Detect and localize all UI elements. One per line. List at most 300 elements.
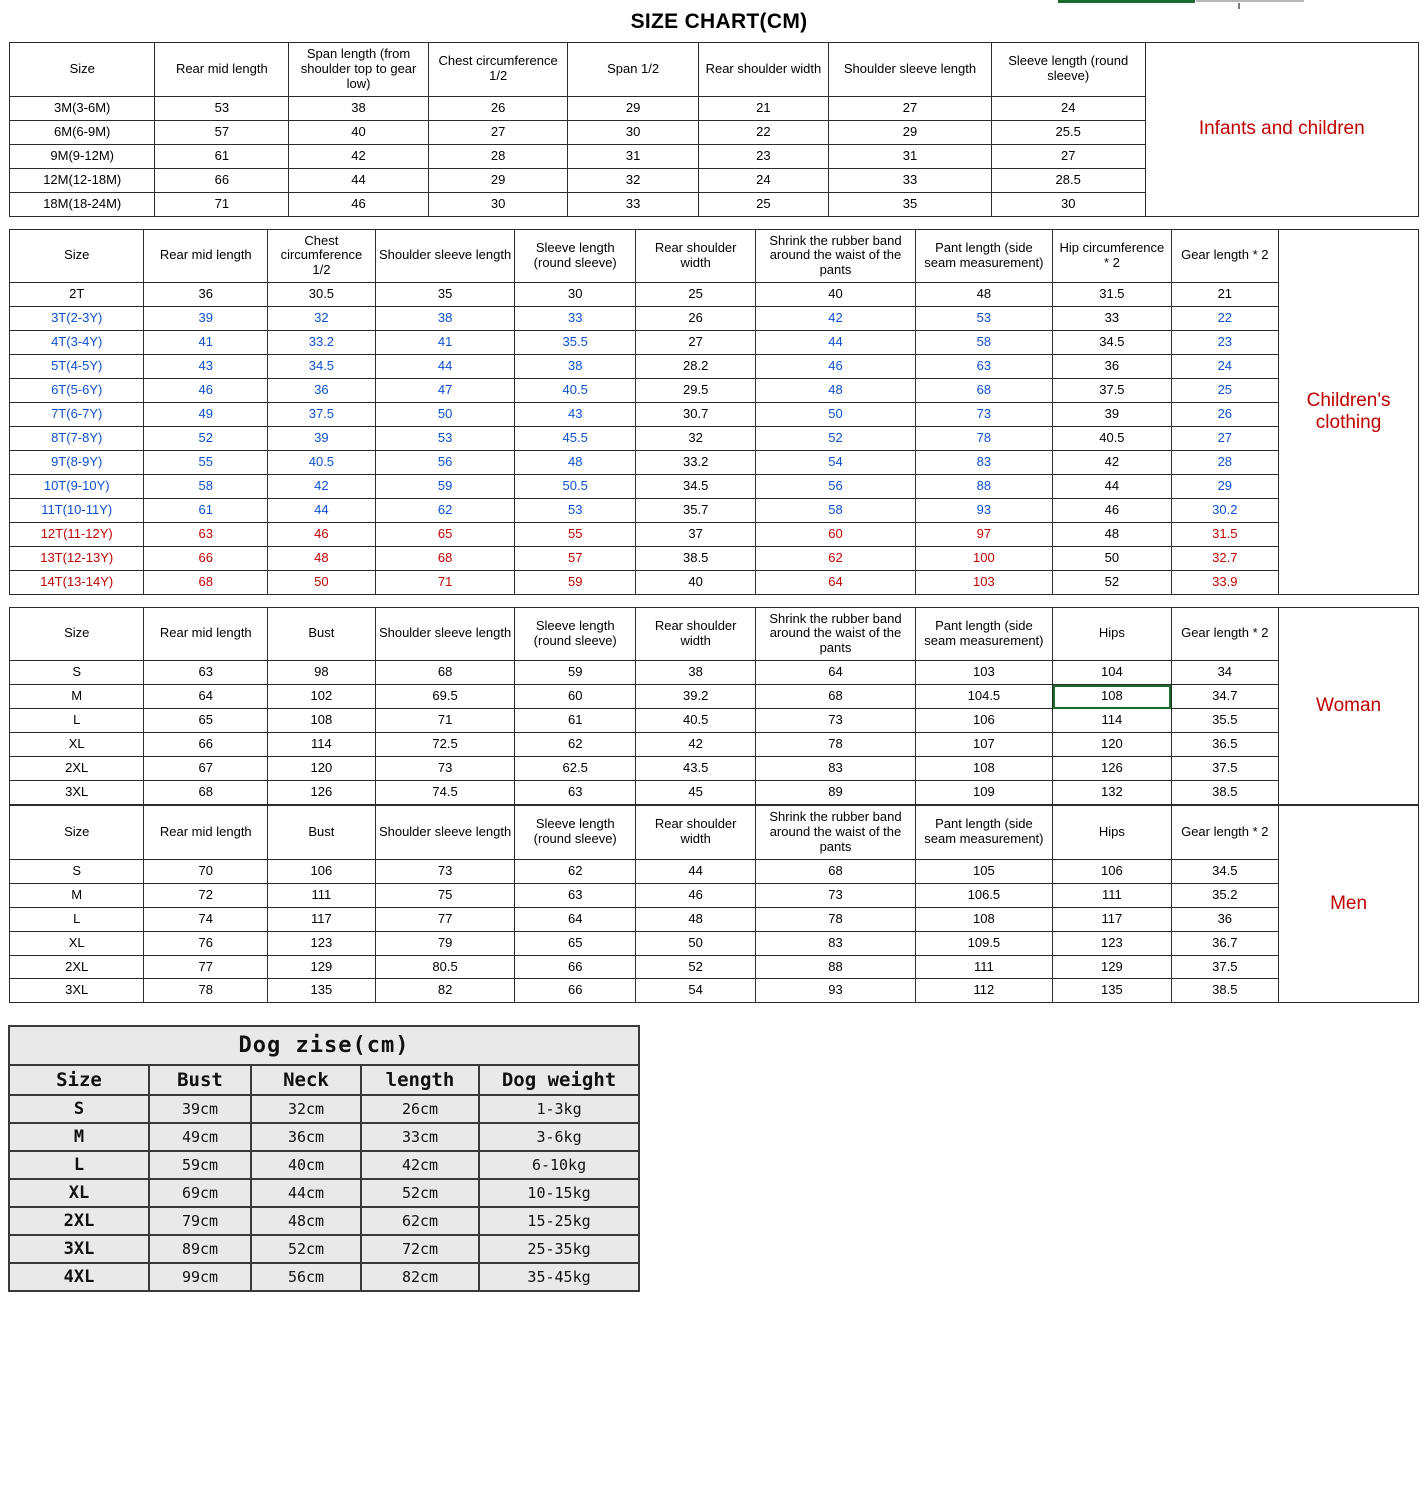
table-row [10,883,1419,907]
column-header: Rear shoulder width [635,607,755,661]
measure-cell: 48cm [251,1207,361,1235]
measure-cell: 72 [144,883,268,907]
measure-cell: 108 [915,757,1053,781]
size-cell: M [10,685,144,709]
table-row [10,979,1419,1003]
measure-cell: 10-15kg [479,1179,639,1207]
measure-cell: 37 [635,522,755,546]
measure-cell: 64 [515,907,635,931]
measure-cell: 82cm [361,1263,479,1291]
column-header: Hip circumference * 2 [1053,229,1171,283]
measure-cell: 30.2 [1171,498,1279,522]
measure-cell: 45.5 [515,426,635,450]
measure-cell: 6-10kg [479,1151,639,1179]
measure-cell: 32 [635,426,755,450]
dog-size-section [8,1025,638,1292]
measure-cell: 76 [144,931,268,955]
measure-cell: 53 [915,307,1053,331]
measure-cell: 29 [428,168,568,192]
measure-cell: 105 [915,859,1053,883]
measure-cell: 59 [515,570,635,594]
measure-cell: 21 [698,96,828,120]
measure-cell: 48 [635,907,755,931]
scan-artifact-tick [1238,3,1240,9]
measure-cell: 106 [268,859,376,883]
measure-cell: 106 [1053,859,1171,883]
measure-cell: 42cm [361,1151,479,1179]
measure-cell: 29 [1171,474,1279,498]
measure-cell: 39cm [149,1095,251,1123]
measure-cell: 68 [375,546,515,570]
measure-cell: 80.5 [375,955,515,979]
table-row [9,1095,639,1123]
measure-cell: 120 [268,757,376,781]
measure-cell: 106 [915,709,1053,733]
woman-size-table [9,607,1419,805]
measure-cell: 129 [1053,955,1171,979]
measure-cell: 31.5 [1171,522,1279,546]
measure-cell: 32 [268,307,376,331]
measure-cell: 48 [1053,522,1171,546]
table-row [10,331,1419,355]
size-cell: XL [10,931,144,955]
measure-cell: 56cm [251,1263,361,1291]
measure-cell: 35-45kg [479,1263,639,1291]
measure-cell: 66 [155,168,289,192]
size-cell: L [10,709,144,733]
measure-cell: 50 [635,931,755,955]
size-cell: 18M(18-24M) [10,192,155,216]
measure-cell: 52 [756,426,915,450]
size-cell: 9M(9-12M) [10,144,155,168]
measure-cell: 26cm [361,1095,479,1123]
column-header: Size [9,1065,149,1095]
measure-cell: 27 [635,331,755,355]
measure-cell: 66 [515,955,635,979]
measure-cell: 114 [1053,709,1171,733]
measure-cell: 46 [268,522,376,546]
measure-cell: 62 [515,733,635,757]
column-header: Rear shoulder width [635,229,755,283]
column-header: Rear mid length [144,607,268,661]
size-cell: 2T [10,283,144,307]
measure-cell: 65 [515,931,635,955]
measure-cell: 68 [915,379,1053,403]
measure-cell: 34.5 [268,355,376,379]
table-row [10,661,1419,685]
section-label-men: Men [1279,805,1419,1002]
size-cell: 3XL [10,979,144,1003]
measure-cell: 37.5 [1053,379,1171,403]
measure-cell: 35.5 [1171,709,1279,733]
measure-cell: 61 [515,709,635,733]
measure-cell: 40.5 [268,450,376,474]
table-row [10,283,1419,307]
measure-cell: 82 [375,979,515,1003]
dog-size-table [8,1025,640,1292]
measure-cell: 39.2 [635,685,755,709]
measure-cell: 42 [635,733,755,757]
measure-cell: 108 [915,907,1053,931]
measure-cell: 103 [915,570,1053,594]
measure-cell: 50 [1053,546,1171,570]
measure-cell: 52cm [251,1235,361,1263]
measure-cell: 46 [289,192,429,216]
measure-cell: 36.5 [1171,733,1279,757]
column-header: Size [10,229,144,283]
measure-cell: 57 [515,546,635,570]
measure-cell: 68 [756,859,915,883]
table-row [10,474,1419,498]
table-row [10,379,1419,403]
measure-cell: 43.5 [635,757,755,781]
measure-cell: 45 [635,781,755,805]
measure-cell: 28.5 [991,168,1145,192]
measure-cell: 35.2 [1171,883,1279,907]
table-header-row [9,1026,639,1065]
table-row [10,733,1419,757]
measure-cell: 38 [635,661,755,685]
measure-cell: 39 [268,426,376,450]
measure-cell: 36cm [251,1123,361,1151]
table-header-row [9,1065,639,1095]
measure-cell: 63 [144,661,268,685]
measure-cell: 37.5 [1171,955,1279,979]
table-row [10,859,1419,883]
measure-cell: 55 [515,522,635,546]
measure-cell: 49cm [149,1123,251,1151]
measure-cell: 126 [1053,757,1171,781]
measure-cell: 24 [1171,355,1279,379]
column-header: Rear shoulder width [698,43,828,97]
column-header: Shoulder sleeve length [375,607,515,661]
column-header: Bust [268,607,376,661]
column-header: Sleeve length (round sleeve) [515,805,635,859]
measure-cell: 44 [289,168,429,192]
measure-cell: 30 [428,192,568,216]
measure-cell: 59cm [149,1151,251,1179]
column-header: Shoulder sleeve length [375,805,515,859]
measure-cell: 21 [1171,283,1279,307]
measure-cell: 64 [756,570,915,594]
measure-cell: 89 [756,781,915,805]
table-row [10,426,1419,450]
column-header: Span length (from shoulder top to gear low) [289,43,429,97]
measure-cell: 132 [1053,781,1171,805]
measure-cell: 30 [568,120,698,144]
measure-cell: 28.2 [635,355,755,379]
size-cell: 3T(2-3Y) [10,307,144,331]
measure-cell: 26 [1171,403,1279,427]
size-cell: 2XL [10,955,144,979]
measure-cell: 40 [756,283,915,307]
table-row [10,355,1419,379]
measure-cell: 29 [568,96,698,120]
measure-cell: 78 [144,979,268,1003]
column-header: Rear mid length [144,229,268,283]
column-header: Size [10,805,144,859]
measure-cell: 67 [144,757,268,781]
measure-cell: 112 [915,979,1053,1003]
measure-cell: 66 [144,733,268,757]
measure-cell: 40.5 [635,709,755,733]
measure-cell: 35.5 [515,331,635,355]
column-header: Sleeve length (round sleeve) [515,607,635,661]
measure-cell: 64 [756,661,915,685]
measure-cell: 40.5 [515,379,635,403]
measure-cell: 53 [515,498,635,522]
size-cell: XL [10,733,144,757]
measure-cell: 55 [144,450,268,474]
measure-cell: 36 [144,283,268,307]
measure-cell: 88 [756,955,915,979]
measure-cell: 34.7 [1171,685,1279,709]
measure-cell: 31.5 [1053,283,1171,307]
table-row [10,522,1419,546]
table-row [10,955,1419,979]
measure-cell: 56 [375,450,515,474]
measure-cell: 34.5 [1171,859,1279,883]
measure-cell: 25.5 [991,120,1145,144]
measure-cell: 47 [375,379,515,403]
column-header: Size [10,43,155,97]
measure-cell: 59 [515,661,635,685]
size-cell: S [9,1095,149,1123]
measure-cell: 22 [1171,307,1279,331]
measure-cell: 60 [515,685,635,709]
measure-cell: 33 [829,168,992,192]
measure-cell: 123 [268,931,376,955]
measure-cell: 29.5 [635,379,755,403]
measure-cell: 109.5 [915,931,1053,955]
measure-cell: 27 [428,120,568,144]
measure-cell: 27 [991,144,1145,168]
measure-cell: 23 [1171,331,1279,355]
measure-cell: 103 [915,661,1053,685]
measure-cell: 34.5 [635,474,755,498]
column-header: Bust [268,805,376,859]
measure-cell: 63 [515,781,635,805]
table-row [10,570,1419,594]
measure-cell: 37.5 [1171,757,1279,781]
measure-cell: 83 [915,450,1053,474]
children-size-table [9,229,1419,595]
table-row [10,781,1419,805]
page-title: SIZE CHART(CM) [630,10,808,33]
table-row [10,403,1419,427]
measure-cell: 117 [268,907,376,931]
measure-cell: 100 [915,546,1053,570]
table-header-row [10,607,1419,661]
size-cell: 3XL [10,781,144,805]
measure-cell: 77 [144,955,268,979]
size-cell: 10T(9-10Y) [10,474,144,498]
measure-cell: 135 [1053,979,1171,1003]
measure-cell: 26 [635,307,755,331]
table-row [9,1263,639,1291]
measure-cell: 24 [991,96,1145,120]
measure-cell: 97 [915,522,1053,546]
measure-cell: 38.5 [1171,781,1279,805]
size-cell: M [9,1123,149,1151]
measure-cell: 36.7 [1171,931,1279,955]
measure-cell: 75 [375,883,515,907]
column-header: Pant length (side seam measurement) [915,229,1053,283]
dog-table-title: Dog zise(cm) [9,1026,639,1065]
column-header: Gear length * 2 [1171,229,1279,283]
column-header: Pant length (side seam measurement) [915,805,1053,859]
measure-cell: 49 [144,403,268,427]
measure-cell: 15-25kg [479,1207,639,1235]
size-cell: XL [9,1179,149,1207]
measure-cell: 44cm [251,1179,361,1207]
table-row [10,757,1419,781]
table-row [10,450,1419,474]
measure-cell: 63 [515,883,635,907]
size-cell: 7T(6-7Y) [10,403,144,427]
measure-cell: 35 [829,192,992,216]
measure-cell: 109 [915,781,1053,805]
measure-cell: 42 [289,144,429,168]
measure-cell: 73 [756,883,915,907]
measure-cell: 54 [756,450,915,474]
measure-cell: 39 [144,307,268,331]
size-cell: 14T(13-14Y) [10,570,144,594]
table-row [9,1151,639,1179]
size-cell: 6T(5-6Y) [10,379,144,403]
column-header: Rear mid length [155,43,289,97]
measure-cell: 44 [375,355,515,379]
measure-cell: 43 [515,403,635,427]
column-header: Neck [251,1065,361,1095]
column-header: Sleeve length (round sleeve) [991,43,1145,97]
measure-cell: 40cm [251,1151,361,1179]
measure-cell: 65 [144,709,268,733]
measure-cell: 61 [144,498,268,522]
measure-cell: 32.7 [1171,546,1279,570]
measure-cell: 129 [268,955,376,979]
measure-cell: 42 [756,307,915,331]
measure-cell: 78 [756,907,915,931]
measure-cell: 93 [756,979,915,1003]
size-cell: 9T(8-9Y) [10,450,144,474]
measure-cell: 102 [268,685,376,709]
measure-cell: 54 [635,979,755,1003]
measure-cell: 22 [698,120,828,144]
measure-cell: 74 [144,907,268,931]
measure-cell: 68 [144,781,268,805]
measure-cell: 135 [268,979,376,1003]
measure-cell: 42 [268,474,376,498]
measure-cell: 38.5 [635,546,755,570]
measure-cell: 33 [515,307,635,331]
measure-cell: 33 [568,192,698,216]
measure-cell: 25 [698,192,828,216]
table-row [10,546,1419,570]
measure-cell: 68 [144,570,268,594]
measure-cell: 64 [144,685,268,709]
measure-cell: 35.7 [635,498,755,522]
measure-cell: 34.5 [1053,331,1171,355]
measure-cell: 57 [155,120,289,144]
column-header: Shoulder sleeve length [829,43,992,97]
measure-cell: 83 [756,931,915,955]
column-header: Shoulder sleeve length [375,229,515,283]
measure-cell: 111 [1053,883,1171,907]
measure-cell: 62cm [361,1207,479,1235]
scan-artifact-green-line [1058,0,1195,3]
measure-cell: 63 [144,522,268,546]
size-cell: S [10,661,144,685]
measure-cell: 33.2 [635,450,755,474]
measure-cell: 38 [515,355,635,379]
table-row [10,307,1419,331]
measure-cell: 66 [144,546,268,570]
measure-cell: 58 [915,331,1053,355]
measure-cell: 46 [144,379,268,403]
measure-cell: 78 [756,733,915,757]
measure-cell: 40 [635,570,755,594]
measure-cell: 52 [635,955,755,979]
measure-cell: 62 [515,859,635,883]
measure-cell: 52 [1053,570,1171,594]
measure-cell: 30.7 [635,403,755,427]
measure-cell: 38 [375,307,515,331]
measure-cell: 106.5 [915,883,1053,907]
measure-cell: 114 [268,733,376,757]
measure-cell: 41 [375,331,515,355]
measure-cell: 25 [635,283,755,307]
measure-cell: 104 [1053,661,1171,685]
measure-cell: 104.5 [915,685,1053,709]
column-header: Chest circumference 1/2 [268,229,376,283]
measure-cell: 70 [144,859,268,883]
measure-cell: 120 [1053,733,1171,757]
measure-cell: 31 [829,144,992,168]
measure-cell: 32 [568,168,698,192]
measure-cell: 38 [289,96,429,120]
measure-cell: 48 [915,283,1053,307]
measure-cell: 39 [1053,403,1171,427]
measure-cell: 36 [268,379,376,403]
measure-cell: 33 [1053,307,1171,331]
measure-cell: 37.5 [268,403,376,427]
size-cell: 4T(3-4Y) [10,331,144,355]
measure-cell: 111 [268,883,376,907]
column-header: Pant length (side seam measurement) [915,607,1053,661]
table-header-row [10,805,1419,859]
measure-cell: 44 [1053,474,1171,498]
measure-cell: 58 [144,474,268,498]
measure-cell: 50 [268,570,376,594]
measure-cell: 117 [1053,907,1171,931]
measure-cell: 44 [635,859,755,883]
measure-cell: 63 [915,355,1053,379]
column-header: Rear shoulder width [635,805,755,859]
measure-cell: 40 [289,120,429,144]
table-row [10,498,1419,522]
measure-cell: 107 [915,733,1053,757]
measure-cell: 74.5 [375,781,515,805]
size-cell: L [9,1151,149,1179]
measure-cell: 27 [829,96,992,120]
table-row [10,709,1419,733]
measure-cell: 48 [268,546,376,570]
measure-cell: 30.5 [268,283,376,307]
measure-cell: 23 [698,144,828,168]
measure-cell: 79cm [149,1207,251,1235]
measure-cell: 36 [1171,907,1279,931]
